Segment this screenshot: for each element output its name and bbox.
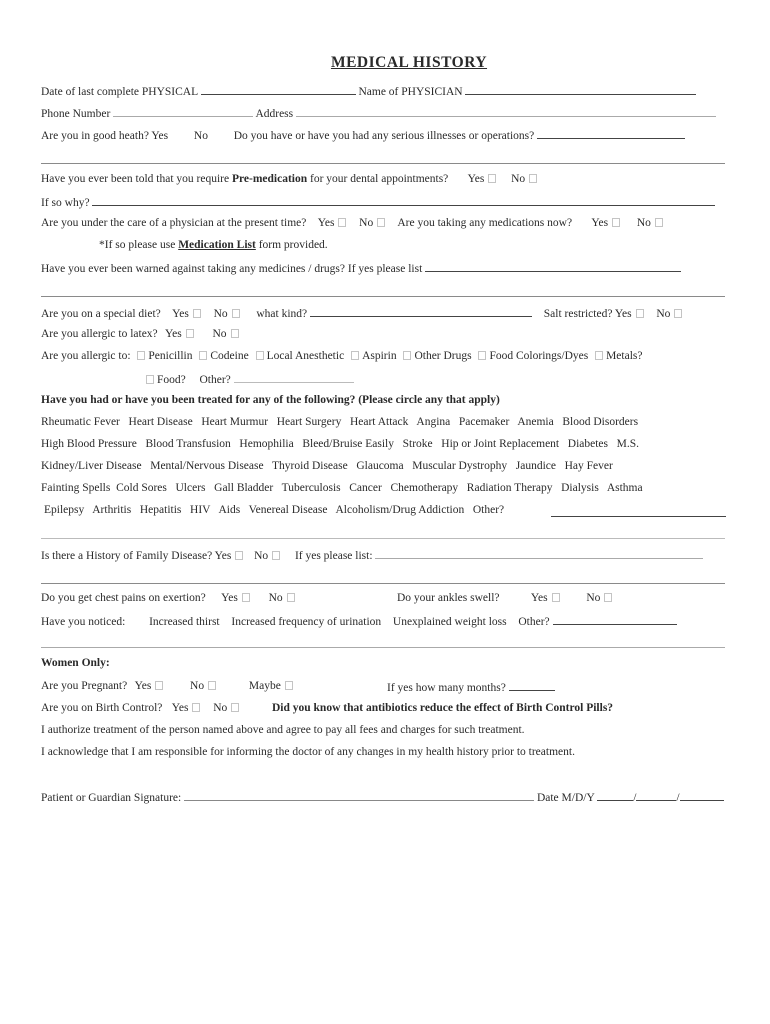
family-list-label: If yes please list: — [294, 550, 373, 562]
condition-item[interactable]: Arthritis — [92, 504, 132, 516]
premed-why-label: If so why? — [41, 197, 90, 209]
family-row — [41, 548, 703, 562]
allergy-other-label: Other? — [199, 374, 231, 386]
chest-no-label: No — [268, 592, 283, 604]
codeine-checkbox[interactable] — [199, 351, 207, 360]
condition-item[interactable]: Hip or Joint Replacement — [441, 438, 560, 450]
conditions-row-2 — [41, 438, 639, 450]
premed-why-row — [41, 195, 715, 209]
ankles-yes-checkbox[interactable] — [552, 593, 560, 602]
condition-item[interactable]: Gall Bladder — [214, 482, 274, 494]
condition-item[interactable]: Blood Disorders — [562, 416, 639, 428]
diet-row — [41, 306, 685, 320]
physician-care-label: Are you under the care of a physician at the present time? — [41, 217, 307, 229]
ankles-no-label: No — [586, 592, 601, 604]
diet-label: Are you on a special diet? — [41, 308, 161, 320]
medications-yes-checkbox[interactable] — [612, 218, 620, 227]
ankles-group — [397, 592, 615, 604]
chest-row — [41, 592, 298, 604]
latex-yes-label: Yes — [165, 328, 182, 340]
family-list-line[interactable] — [41, 583, 725, 584]
salt-no-label: No — [656, 308, 671, 320]
months-group — [387, 680, 555, 694]
date-label: Date M/D/Y — [536, 792, 595, 804]
condition-item[interactable]: Kidney/Liver Disease — [41, 460, 142, 472]
condition-item[interactable]: Ulcers — [175, 482, 206, 494]
condition-item[interactable]: Hemophilia — [239, 438, 294, 450]
condition-item[interactable]: Chemotherapy — [390, 482, 459, 494]
latex-yes-checkbox[interactable] — [186, 329, 194, 338]
food-colorings-label: Food Colorings/Dyes — [489, 350, 589, 362]
latex-no-checkbox[interactable] — [231, 329, 239, 338]
signature-field[interactable] — [184, 790, 534, 801]
diet-no-checkbox[interactable] — [232, 309, 240, 318]
last-physical-field[interactable] — [201, 84, 356, 95]
condition-item[interactable]: Anemia — [517, 416, 554, 428]
condition-item[interactable]: Heart Attack — [349, 416, 409, 428]
premed-why-field[interactable] — [92, 195, 715, 206]
ankles-no-checkbox[interactable] — [604, 593, 612, 602]
condition-item[interactable]: HIV — [190, 504, 211, 516]
premed-no-label: No — [511, 173, 526, 185]
condition-item[interactable]: Alcoholism/Drug Addiction — [335, 504, 465, 516]
condition-item[interactable]: Blood Transfusion — [145, 438, 231, 450]
condition-item[interactable]: Bleed/Bruise Easily — [302, 438, 394, 450]
food-label: Food? — [157, 374, 186, 386]
address-field[interactable] — [296, 106, 716, 117]
condition-item[interactable]: Rheumatic Fever — [41, 416, 120, 428]
urination-option[interactable]: Increased frequency of urination — [231, 616, 382, 628]
latex-no-label: No — [212, 328, 227, 340]
diet-kind-label: what kind? — [256, 308, 308, 320]
premed-no-checkbox[interactable] — [529, 174, 537, 183]
conditions-other-field[interactable] — [551, 504, 726, 517]
condition-item[interactable]: Dialysis — [561, 482, 599, 494]
conditions-row-4 — [41, 482, 643, 494]
conditions-row-1 — [41, 416, 638, 428]
physician-care-no-checkbox[interactable] — [377, 218, 385, 227]
condition-item[interactable]: Glaucoma — [356, 460, 404, 472]
phone-label: Phone Number — [41, 108, 111, 120]
allergy-row-2 — [142, 372, 354, 386]
thirst-option[interactable]: Increased thirst — [149, 616, 220, 628]
birth-control-no-checkbox[interactable] — [231, 703, 239, 712]
medication-note-prefix: *If so please use — [99, 239, 176, 251]
allergy-other-field[interactable] — [234, 372, 354, 383]
women-heading: Women Only: — [41, 657, 110, 669]
aspirin-label: Aspirin — [362, 350, 397, 362]
good-health-label: Are you in good heath? — [41, 130, 149, 142]
diet-kind-field[interactable] — [310, 306, 532, 317]
physician-care-row — [41, 217, 666, 229]
good-health-yes[interactable]: Yes — [151, 130, 169, 142]
health-row — [41, 128, 685, 142]
metals-checkbox[interactable] — [595, 351, 603, 360]
chest-yes-label: Yes — [221, 592, 238, 604]
pregnant-row — [41, 680, 296, 692]
physician-care-yes-label: Yes — [317, 217, 335, 229]
pregnant-maybe-label: Maybe — [248, 680, 281, 692]
illnesses-field[interactable] — [537, 128, 685, 139]
condition-item[interactable]: Epilepsy — [44, 504, 85, 516]
condition-item[interactable]: Muscular Dystrophy — [412, 460, 508, 472]
physician-label: Name of PHYSICIAN — [358, 86, 463, 98]
medications-yes-label: Yes — [591, 217, 609, 229]
ankles-label: Do your ankles swell? — [397, 592, 500, 604]
allergy-label: Are you allergic to: — [41, 350, 131, 362]
pregnant-label: Are you Pregnant? — [41, 680, 128, 692]
illnesses-line[interactable] — [41, 163, 725, 164]
condition-item[interactable]: High Blood Pressure — [41, 438, 137, 450]
aspirin-checkbox[interactable] — [351, 351, 359, 360]
premed-label-start: Have you ever been told that you require — [41, 173, 230, 185]
warned-line[interactable] — [41, 296, 725, 297]
salt-yes-checkbox[interactable] — [636, 309, 644, 318]
condition-item[interactable]: M.S. — [616, 438, 639, 450]
condition-item[interactable]: Radiation Therapy — [466, 482, 553, 494]
conditions-other-line[interactable] — [41, 538, 725, 539]
ankles-yes-label: Yes — [530, 592, 548, 604]
local-anesthetic-checkbox[interactable] — [256, 351, 264, 360]
good-health-no[interactable]: No — [193, 130, 208, 142]
family-no-checkbox[interactable] — [272, 551, 280, 560]
months-label: If yes how many months? — [387, 682, 506, 694]
physician-care-no-label: No — [359, 217, 374, 229]
last-physical-label: Date of last complete PHYSICAL — [41, 86, 198, 98]
condition-item[interactable]: Pacemaker — [458, 416, 510, 428]
birth-control-yes-checkbox[interactable] — [192, 703, 200, 712]
chest-no-checkbox[interactable] — [287, 593, 295, 602]
local-anesthetic-label: Local Anesthetic — [266, 350, 345, 362]
condition-item[interactable]: Hay Fever — [564, 460, 613, 472]
medications-no-checkbox[interactable] — [655, 218, 663, 227]
acknowledge-statement: I acknowledge that I am responsible for informing the doctor of any changes in my health history prior to treatment. — [41, 746, 575, 758]
medication-list-link: Medication List — [178, 239, 256, 251]
condition-item[interactable]: Venereal Disease — [248, 504, 328, 516]
pregnant-no-label: No — [190, 680, 205, 692]
premed-label-bold: Pre-medication — [231, 173, 308, 185]
signature-label: Patient or Guardian Signature: — [41, 792, 182, 804]
chest-label: Do you get chest pains on exertion? — [41, 592, 206, 604]
medication-note-suffix: form provided. — [258, 239, 328, 251]
premed-label-end: for your dental appointments? — [310, 173, 449, 185]
warned-field[interactable] — [425, 261, 681, 272]
birth-control-no-label: No — [213, 702, 228, 714]
birth-control-row — [41, 702, 613, 714]
condition-item[interactable]: Hepatitis — [139, 504, 182, 516]
penicillin-checkbox[interactable] — [137, 351, 145, 360]
condition-item[interactable]: Stroke — [402, 438, 433, 450]
antibiotics-note: Did you know that antibiotics reduce the effect of Birth Control Pills? — [272, 702, 614, 714]
codeine-label: Codeine — [210, 350, 249, 362]
noticed-line[interactable] — [41, 647, 725, 648]
condition-item[interactable]: Asthma — [606, 482, 643, 494]
months-field[interactable] — [509, 680, 555, 691]
medications-label: Are you taking any medications now? — [397, 217, 573, 229]
other-drugs-checkbox[interactable] — [403, 351, 411, 360]
condition-item[interactable]: Mental/Nervous Disease — [150, 460, 264, 472]
pregnant-yes-label: Yes — [134, 680, 152, 692]
pregnant-no-checkbox[interactable] — [208, 681, 216, 690]
birth-control-yes-label: Yes — [171, 702, 189, 714]
allergy-row — [41, 350, 642, 362]
form-title: MEDICAL HISTORY — [330, 54, 488, 71]
family-no-label: No — [254, 550, 269, 562]
noticed-label: Have you noticed: — [41, 616, 126, 628]
condition-item[interactable]: Fainting Spells — [41, 482, 111, 494]
birth-control-label: Are you on Birth Control? — [41, 702, 163, 714]
condition-item[interactable]: Cancer — [349, 482, 382, 494]
food-colorings-checkbox[interactable] — [478, 351, 486, 360]
condition-item[interactable]: Angina — [416, 416, 451, 428]
condition-item[interactable]: Other? — [472, 504, 505, 516]
illnesses-label: Do you have or have you had any serious illnesses or operations? — [233, 130, 535, 142]
penicillin-label: Penicillin — [148, 350, 193, 362]
conditions-row-5 — [44, 504, 504, 516]
condition-item[interactable]: Aids — [218, 504, 241, 516]
condition-item[interactable]: Cold Sores — [116, 482, 167, 494]
noticed-other-field[interactable] — [553, 614, 677, 625]
warned-label: Have you ever been warned against taking any medicines / drugs? If yes please list — [41, 263, 423, 275]
date-day-field[interactable] — [636, 790, 676, 801]
family-list-field[interactable] — [375, 548, 703, 559]
diet-no-label: No — [213, 308, 228, 320]
contact-row — [41, 106, 716, 120]
premed-yes-label: Yes — [467, 173, 485, 185]
food-checkbox[interactable] — [146, 375, 154, 384]
warned-row — [41, 261, 681, 275]
latex-row — [41, 328, 242, 340]
condition-item[interactable]: Thyroid Disease — [272, 460, 348, 472]
salt-no-checkbox[interactable] — [674, 309, 682, 318]
condition-item[interactable]: Jaundice — [515, 460, 556, 472]
conditions-row-3 — [41, 460, 613, 472]
family-label: Is there a History of Family Disease? — [41, 550, 213, 562]
condition-item[interactable]: Heart Murmur — [201, 416, 269, 428]
noticed-row — [41, 614, 677, 628]
condition-item[interactable]: Tuberculosis — [281, 482, 341, 494]
premed-yes-checkbox[interactable] — [488, 174, 496, 183]
pregnant-yes-checkbox[interactable] — [155, 681, 163, 690]
other-drugs-label: Other Drugs — [414, 350, 472, 362]
date-year-field[interactable] — [680, 790, 724, 801]
authorize-statement: I authorize treatment of the person named above and agree to pay all fees and charges for such treatment. — [41, 724, 525, 736]
condition-item[interactable]: Heart Surgery — [276, 416, 342, 428]
weight-loss-option[interactable]: Unexplained weight loss — [392, 616, 507, 628]
family-yes-checkbox[interactable] — [235, 551, 243, 560]
address-label: Address — [255, 108, 294, 120]
family-yes-label: Yes — [214, 550, 232, 562]
latex-label: Are you allergic to latex? — [41, 328, 158, 340]
medications-no-label: No — [636, 217, 651, 229]
condition-item[interactable]: Diabetes — [567, 438, 608, 450]
signature-row: Patient or Guardian Signature: Date M/D/Y / / — [41, 790, 724, 804]
noticed-other-label: Other? — [518, 616, 550, 628]
diet-yes-checkbox[interactable] — [193, 309, 201, 318]
physician-care-yes-checkbox[interactable] — [338, 218, 346, 227]
physician-field[interactable] — [465, 84, 696, 95]
chest-yes-checkbox[interactable] — [242, 593, 250, 602]
pregnant-maybe-checkbox[interactable] — [285, 681, 293, 690]
medication-list-note — [99, 239, 328, 251]
condition-item[interactable]: Heart Disease — [128, 416, 193, 428]
phone-field[interactable] — [113, 106, 253, 117]
date-month-field[interactable] — [597, 790, 633, 801]
conditions-heading: Have you had or have you been treated for any of the following? (Please circle any that apply) — [41, 394, 500, 406]
diet-yes-label: Yes — [172, 308, 189, 320]
premed-row — [41, 173, 540, 185]
salt-yes-label: Salt restricted? Yes — [543, 308, 632, 320]
metals-label: Metals? — [606, 350, 643, 362]
physical-row — [41, 84, 696, 98]
